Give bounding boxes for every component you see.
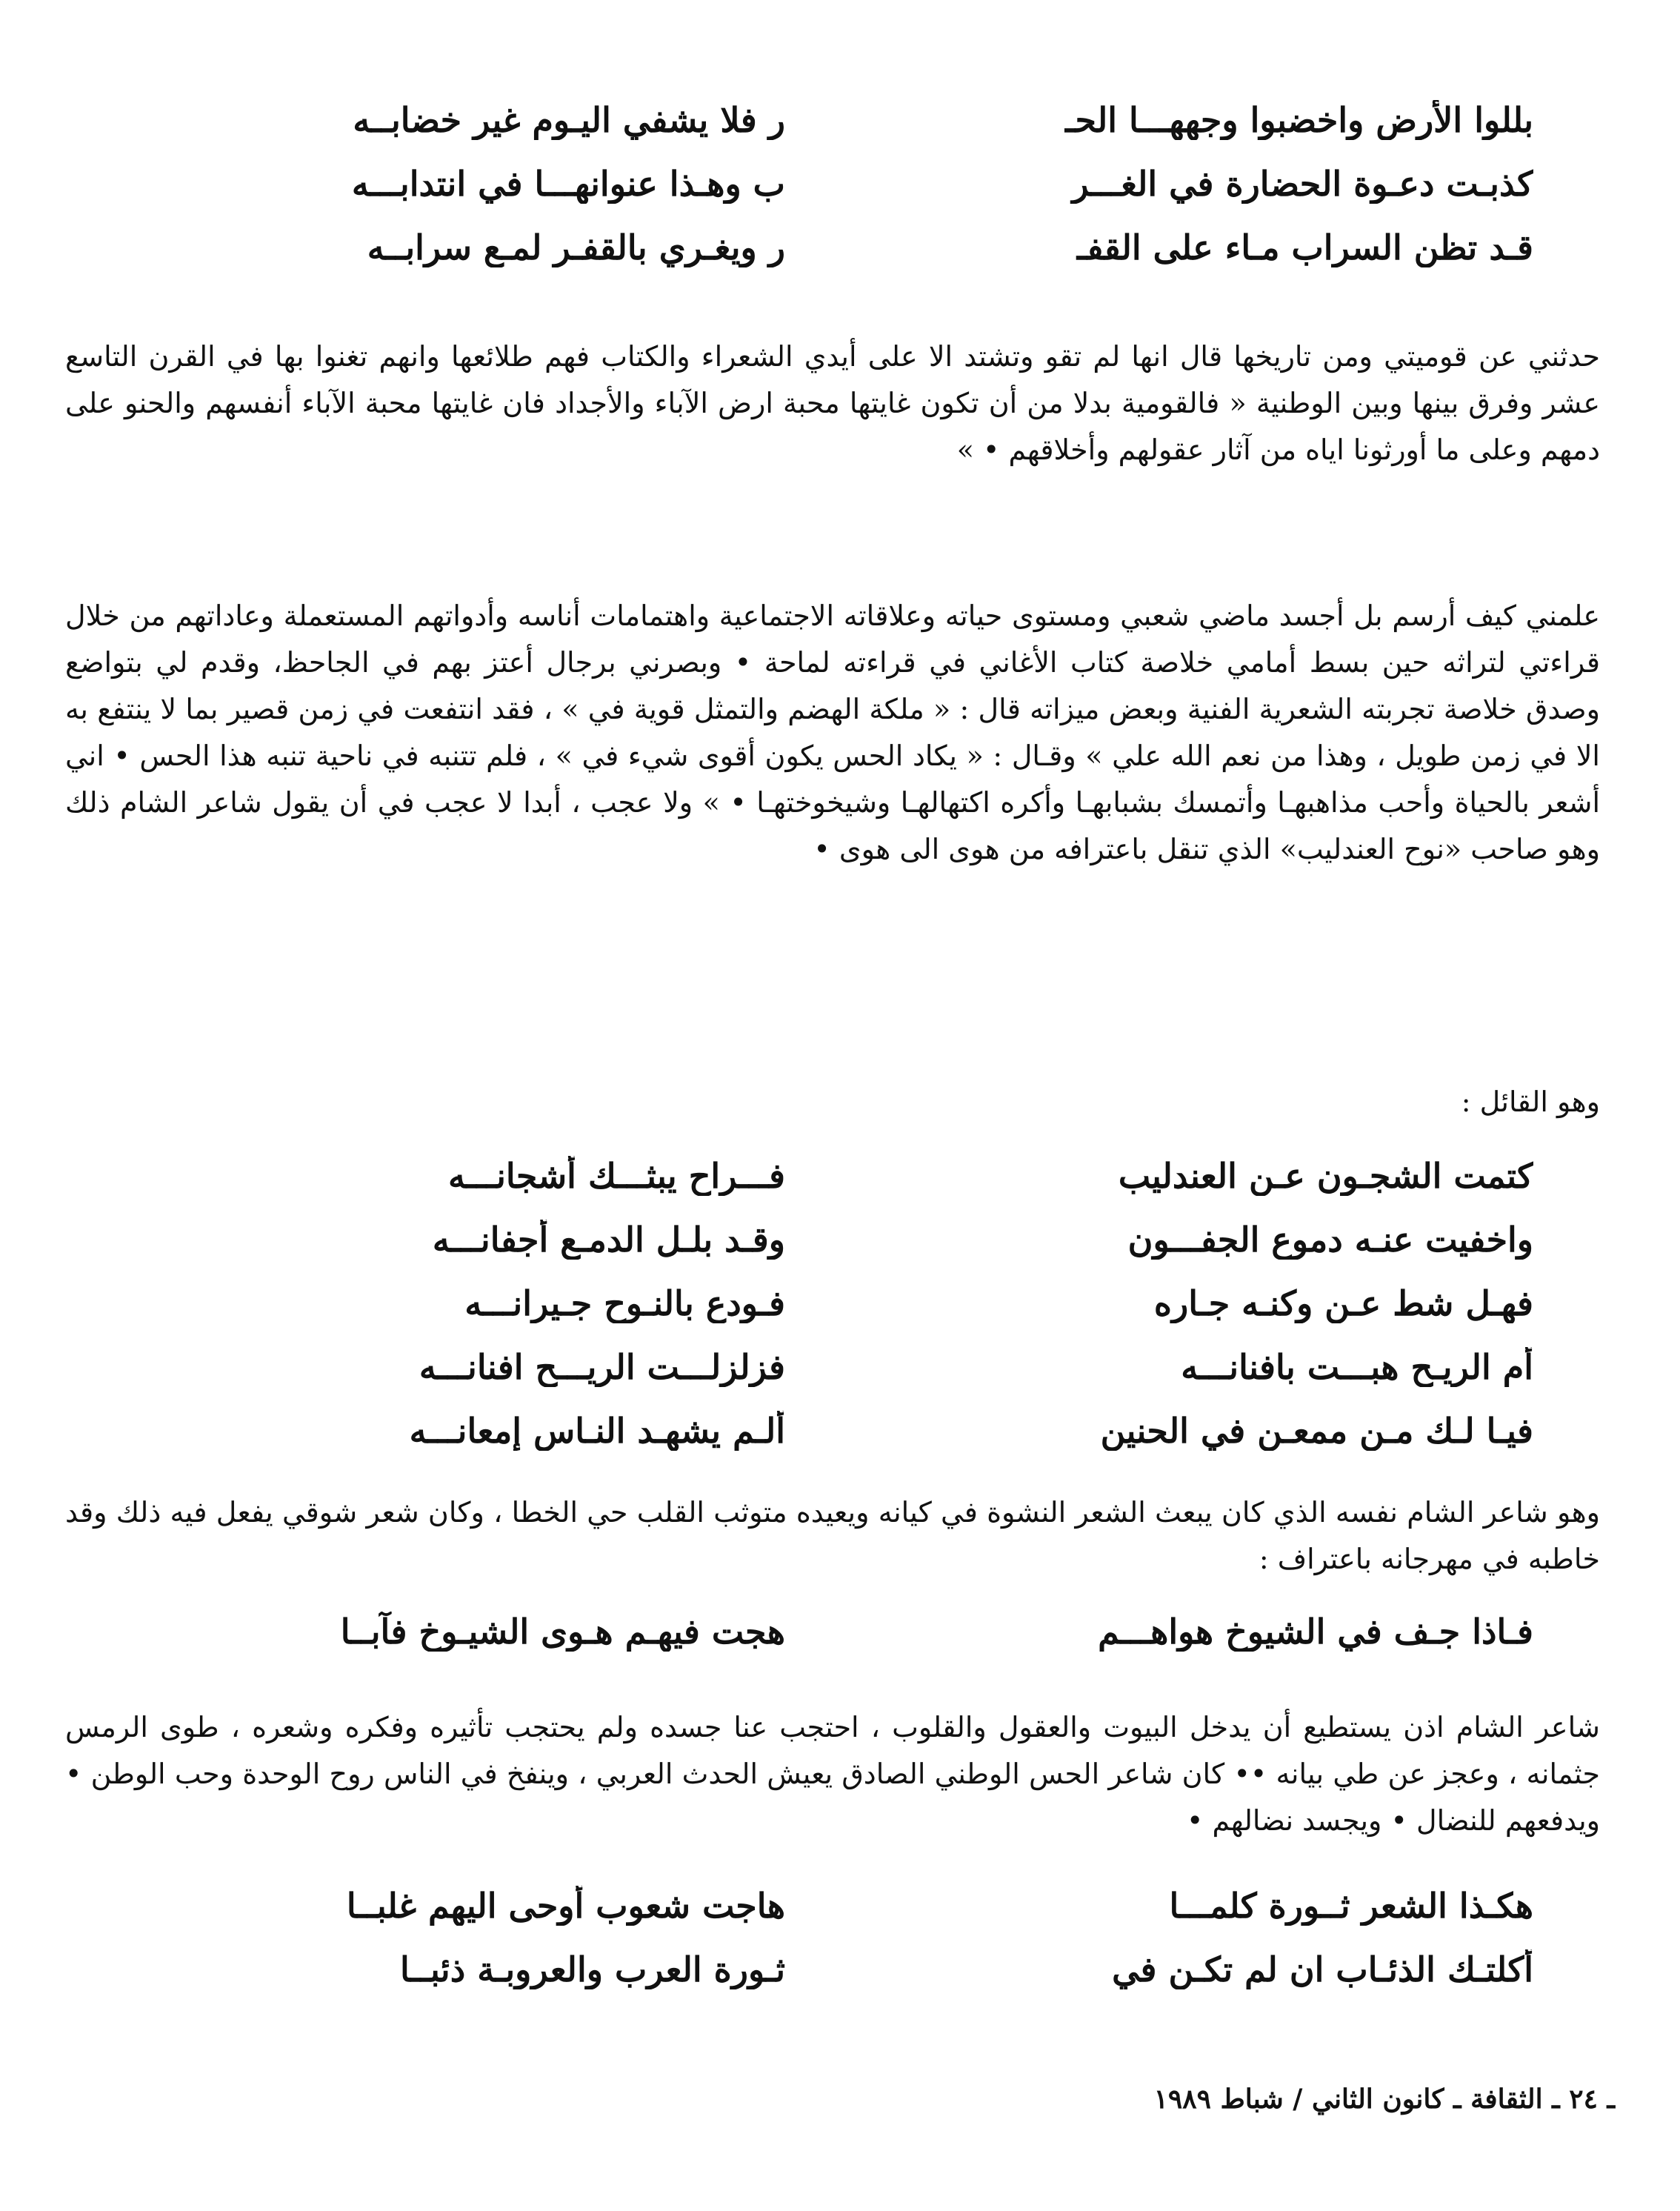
verse-line bbox=[148, 100, 1533, 164]
paragraph-3 bbox=[65, 1489, 1600, 1583]
verse-second-hemistich: فـــراح يبثـــك أشجانـــه bbox=[448, 1156, 785, 1196]
verse-second-hemistich: فزلزلـــت الريـــح افنانـــه bbox=[419, 1347, 785, 1387]
verse-first-hemistich: كذبـت دعـوة الحضارة في الغـــر bbox=[1072, 164, 1533, 204]
verse-line bbox=[148, 1347, 1533, 1411]
verse-second-hemistich: فـودع بالنـوح جـيرانـــه bbox=[464, 1283, 785, 1323]
verse-first-hemistich: فـاذا جـف في الشيوخ هواهـــم bbox=[1098, 1612, 1533, 1652]
poem-stanza-1 bbox=[148, 100, 1533, 291]
verse-line bbox=[148, 1949, 1533, 2013]
verse-second-hemistich: ر ويغـري بالقفـر لمـع سرابــه bbox=[367, 227, 785, 267]
poem-stanza-4 bbox=[148, 1886, 1533, 2013]
paragraph-2 bbox=[65, 593, 1600, 873]
verse-first-hemistich: فيـا لـك مـن ممعـن في الحنين bbox=[1100, 1411, 1533, 1451]
verse-second-hemistich: هجت فيهـم هـوى الشيـوخ فآبــا bbox=[340, 1612, 785, 1652]
verse-second-hemistich: ألـم يشهـد النـاس إمعانـــه bbox=[409, 1411, 785, 1451]
poem-stanza-3 bbox=[148, 1612, 1533, 1675]
verse-line bbox=[148, 1156, 1533, 1220]
verse-first-hemistich: أكلتـك الذئـاب ان لم تكـن في bbox=[1112, 1949, 1533, 1989]
paragraph-text: حدثني عن قوميتي ومن تاريخها قال انها لم تقو وتشتد الا على أيدي الشعراء والكتاب فهم طلائعها وانهم تغنوا بها في القرن التاسع عشر وفرق بينها وبين الوطنية « فالقومية بدلا من أن تكون غايتها محبة ارض الآباء والأجداد فان غايتها محبة الآباء أنفسهم والحنو على دمهم وعلى ما أورثونا اياه من آثار عقولهم وأخلاقهم • » bbox=[65, 340, 1600, 466]
verse-line bbox=[148, 1612, 1533, 1675]
verse-first-hemistich: واخفيت عنـه دموع الجفـــون bbox=[1127, 1220, 1533, 1260]
paragraph-1 bbox=[65, 333, 1600, 473]
verse-second-hemistich: وقـد بلـل الدمـع أجفانـــه bbox=[432, 1220, 785, 1260]
verse-line bbox=[148, 1886, 1533, 1949]
verse-first-hemistich: فهـل شط عـن وكنـه جـاره bbox=[1153, 1283, 1533, 1323]
paragraph-text: وهو شاعر الشام نفسه الذي كان يبعث الشعر النشوة في كيانه ويعيده متوثب القلب حي الخطا ، وكان شعر شوقي يفعل فيه ذلك وقد خاطبه في مهرجانه باعتراف : bbox=[65, 1496, 1600, 1575]
paragraph-text: شاعر الشام اذن يستطيع أن يدخل البيوت والعقول والقلوب ، احتجب عنا جسده ولم يحتجب تأثيره وفكره وشعره ، طوى الرمس جثمانه ، وعجز عن طي بيانه •• كان شاعر الحس الوطني الصادق يعيش الحدث العربي ، وينفخ في الناس روح الوحدة وحب الوطن • ويدفعهم للنضال • ويجسد نضالهم • bbox=[65, 1711, 1600, 1837]
verse-second-hemistich: ب وهـذا عنوانهـــا في انتدابـــه bbox=[351, 164, 785, 204]
verse-line bbox=[148, 1411, 1533, 1474]
verse-line bbox=[148, 1283, 1533, 1347]
verse-first-hemistich: كتمت الشجـون عـن العندليب bbox=[1118, 1156, 1533, 1196]
verse-second-hemistich: هاجت شعوب أوحى اليهم غلبــا bbox=[346, 1886, 785, 1926]
verse-second-hemistich: ر فلا يشفي اليـوم غير خضابــه bbox=[353, 100, 785, 140]
verse-intro: وهو القائل : bbox=[1461, 1085, 1600, 1118]
verse-second-hemistich: ثـورة العرب والعروبـة ذئبــا bbox=[400, 1949, 785, 1989]
poem-stanza-2 bbox=[148, 1156, 1533, 1474]
verse-line bbox=[148, 1220, 1533, 1283]
verse-first-hemistich: أم الريـح هبـــت بافنانـــه bbox=[1181, 1347, 1533, 1387]
paragraph-text: علمني كيف أرسم بل أجسد ماضي شعبي ومستوى حياته وعلاقاته الاجتماعية واهتمامات أناسه وأدواتهم المستعملة وعاداتهم من خلال قراءتي لتراثه حين بسط أمامي خلاصة كتاب الأغاني في قراءته لماحة • وبصرني برجال أعتز بهم في الجاحظ، وقدم لي بتواضع وصدق خلاصة تجربته الشعرية الفنية وبعض ميزاته قال : « ملكة الهضم والتمثل قوية في » ، فقد انتفعت في زمن قصير بما لا ينتفع به الا في زمن طويل ، وهذا من نعم الله علي » وقـال : « يكاد الحس يكون أقوى شيء في » ، فلم تتنبه في ناحية تنبه هذا الحس • اني أشعر بالحياة وأحب مذاهبهـا وأتمسك بشبابهـا وأكره اكتهالهـا وشيخوختهـا • » ولا عجب ، أبدا لا عجب في أن يقول شاعر الشام ذلك وهو صاحب «نوح العندليب» الذي تنقل باعترافه من هوى الى هوى • bbox=[65, 599, 1600, 865]
verse-first-hemistich: بللوا الأرض واخضبوا وجههـــا الحـ bbox=[1065, 100, 1533, 140]
verse-first-hemistich: هكـذا الشعر ثــورة كلمـــا bbox=[1169, 1886, 1533, 1926]
page-footer: ـ ٢٤ ـ الثقافة ـ كانون الثاني / شباط ١٩٨٩ bbox=[1153, 2084, 1615, 2115]
verse-first-hemistich: قـد تظن السراب مـاء على القفـ bbox=[1076, 227, 1533, 267]
verse-line bbox=[148, 164, 1533, 227]
verse-line bbox=[148, 227, 1533, 291]
paragraph-4 bbox=[65, 1704, 1600, 1844]
